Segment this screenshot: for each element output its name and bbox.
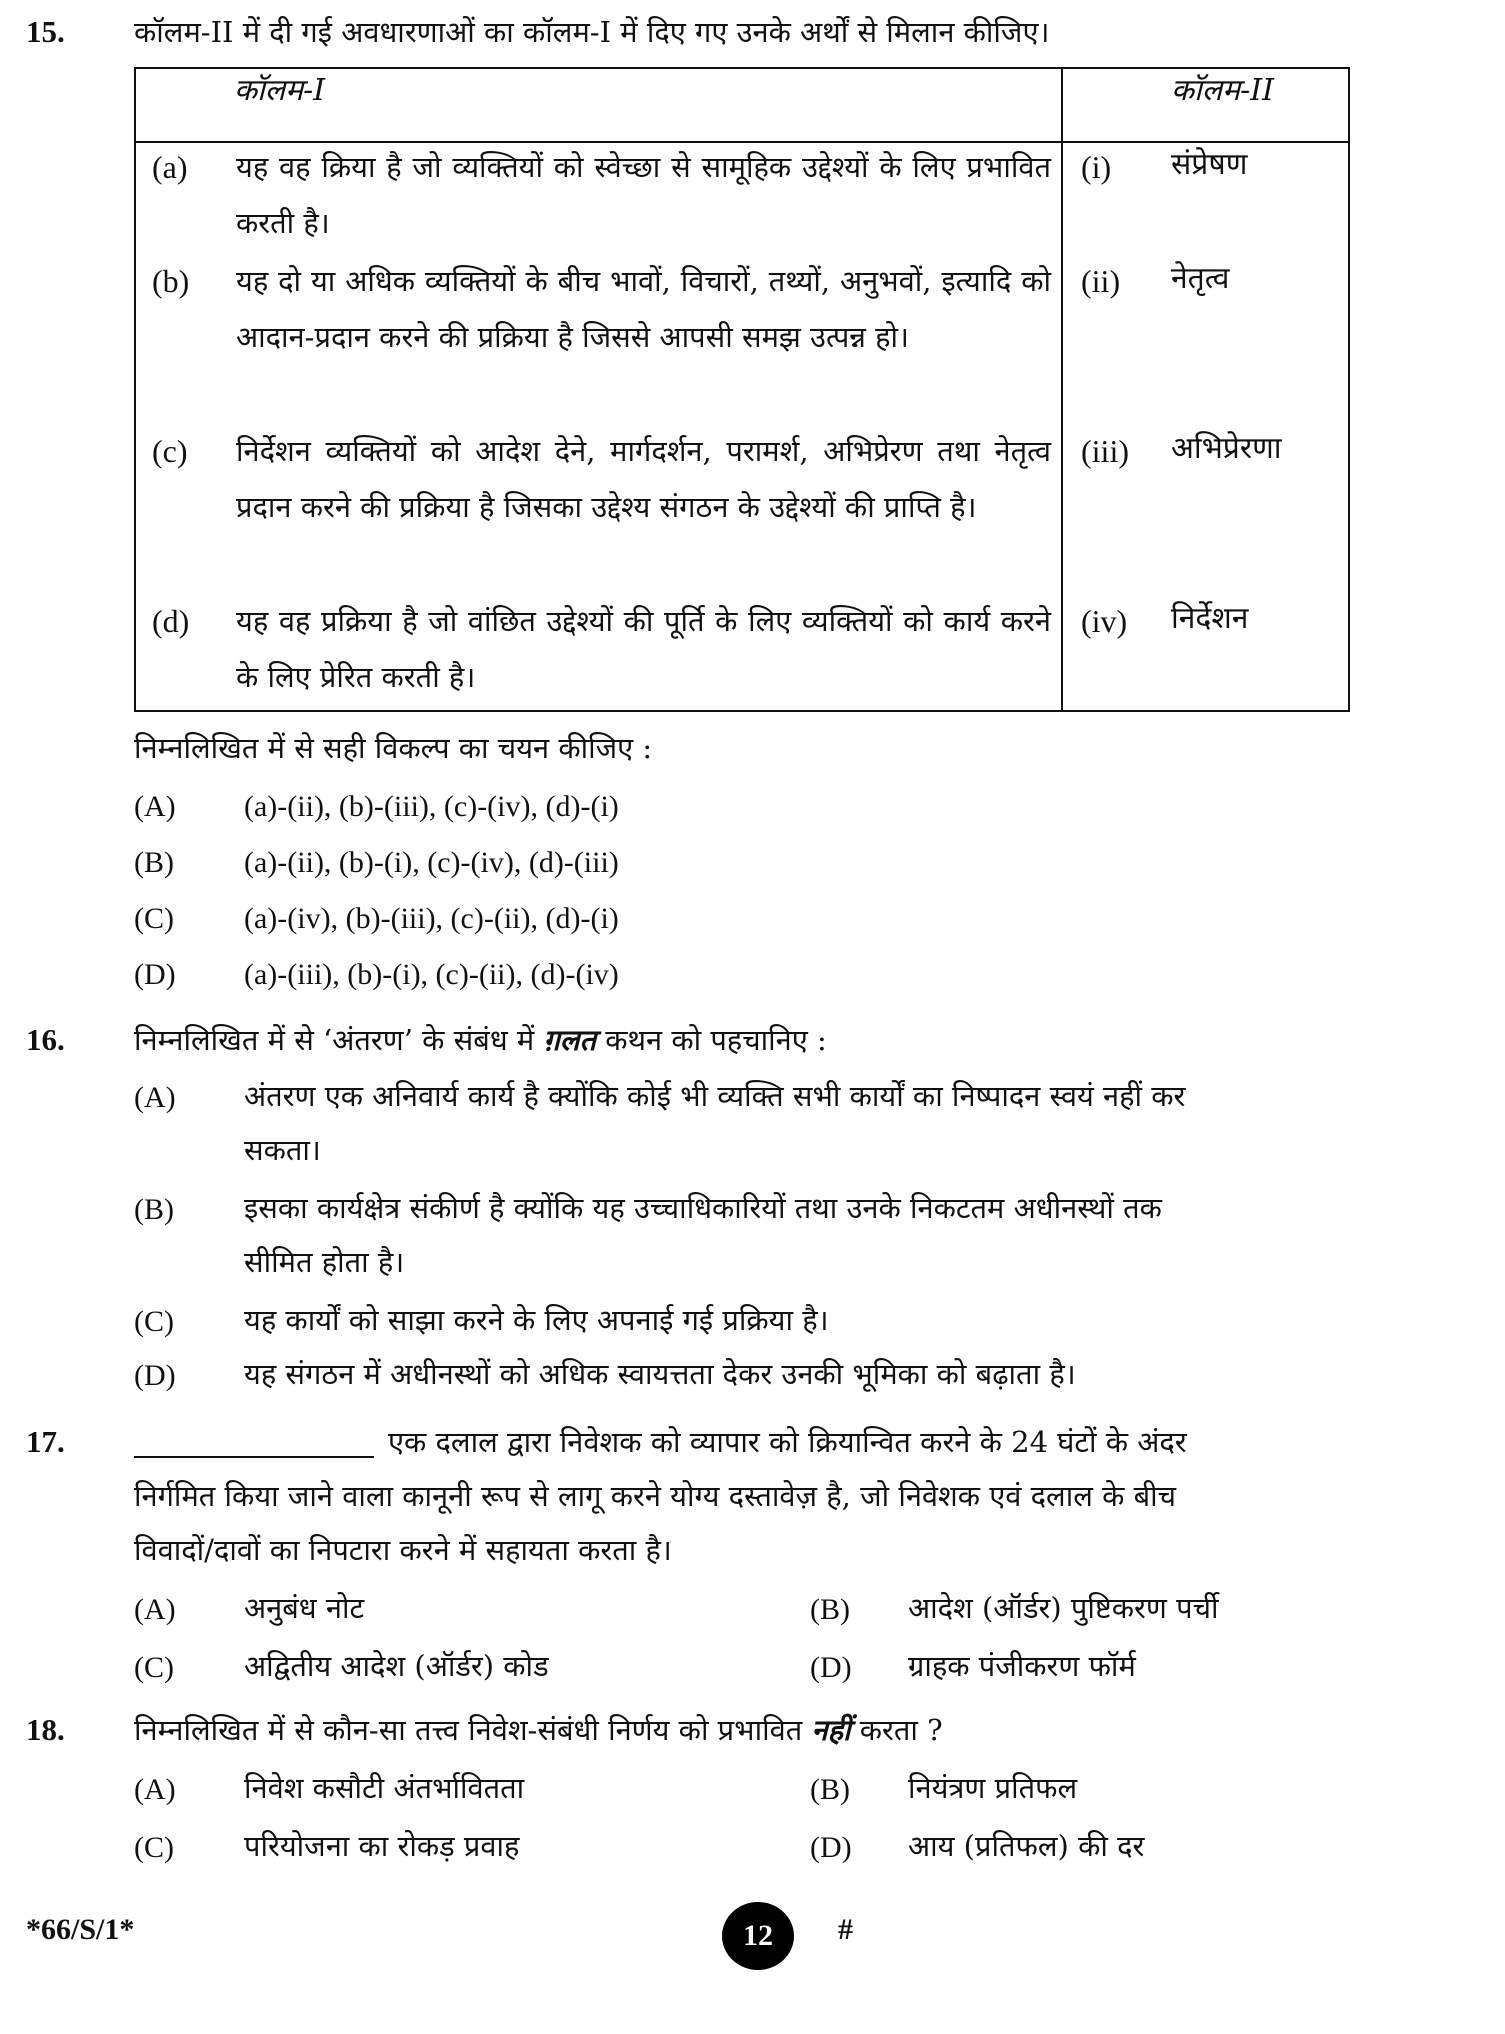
stem-text: निम्नलिखित में से कौन-सा तत्त्व निवेश-संबंधी निर्णय को प्रभावित [134,1713,812,1747]
q16-option-b-text-line2[interactable]: सीमित होता है। [244,1245,405,1279]
q17-option-c-text[interactable]: अद्वितीय आदेश (ऑर्डर) कोड [244,1649,549,1683]
stem-text-end: करता ? [850,1713,943,1747]
question-17-line1: एक दलाल द्वारा निवेशक को व्यापार को क्रियान्वित करने के 24 घंटों के अंदर [388,1425,1187,1459]
q17-option-a-text[interactable]: अनुबंध नोट [244,1591,365,1625]
q18-option-a-text[interactable]: निवेश कसौटी अंतर्भावितता [244,1771,525,1805]
q16-option-d-text[interactable]: यह संगठन में अधीनस्थों को अधिक स्वायत्तता देकर उनकी भूमिका को बढ़ाता है। [244,1357,1076,1391]
q18-option-d-label[interactable]: (D) [810,1831,852,1864]
q18-option-d-text[interactable]: आय (प्रतिफल) की दर [908,1829,1145,1863]
row-text-a: यह वह क्रिया है जो व्यक्तियों को स्वेच्छा से सामूहिक उद्देश्यों के लिए प्रभावित करती है। [236,150,1051,240]
column-2-header: कॉलम-II [1171,73,1274,108]
column-1-header: कॉलम-I [234,73,326,108]
question-number-16: 16. [26,1022,65,1057]
question-17-line2: निर्गमित किया जाने वाला कानूनी रूप से लागू करने योग्य दस्तावेज़ है, जो निवेशक एवं दलाल के बीच [134,1479,1177,1513]
q18-option-c-label[interactable]: (C) [134,1831,174,1864]
q18-option-b-text[interactable]: नियंत्रण प्रतिफल [908,1771,1078,1805]
col2-text-iv: निर्देशन [1171,601,1249,636]
stem-text: निम्नलिखित में से ‘अंतरण’ के संबंध में [134,1023,544,1057]
col2-text-ii: नेतृत्व [1171,261,1230,296]
q16-option-b-label[interactable]: (B) [134,1193,174,1226]
q17-option-d-text[interactable]: ग्राहक पंजीकरण फॉर्म [908,1649,1136,1683]
page-number: 12 [743,1919,773,1952]
hash-mark: # [838,1913,853,1946]
stem-emphasis: नहीं [811,1713,851,1747]
question-15-stem: कॉलम-II में दी गई अवधारणाओं का कॉलम-I में दिए गए उनके अर्थों से मिलान कीजिए। [134,15,1050,49]
q16-option-a-label[interactable]: (A) [134,1081,176,1114]
q16-option-a-text-line2[interactable]: सकता। [244,1133,321,1167]
q18-option-c-text[interactable]: परियोजना का रोकड़ प्रवाह [244,1829,520,1863]
row-label-b: (b) [152,263,190,299]
q18-option-b-label[interactable]: (B) [810,1773,850,1806]
question-17-line3: विवादों/दावों का निपटारा करने में सहायता करता है। [134,1533,672,1567]
col2-label-iii: (iii) [1081,433,1129,469]
page-number-badge [722,1902,794,1970]
q16-option-c-text[interactable]: यह कार्यों को साझा करने के लिए अपनाई गई प्रक्रिया है। [244,1303,829,1337]
q17-option-b-label[interactable]: (B) [810,1593,850,1626]
q15-option-b-text[interactable]: (a)-(ii), (b)-(i), (c)-(iv), (d)-(iii) [244,846,619,879]
question-number-17: 17. [26,1424,65,1459]
q15-option-a-label[interactable]: (A) [134,790,176,823]
q15-option-d-text[interactable]: (a)-(iii), (b)-(i), (c)-(ii), (d)-(iv) [244,958,619,991]
row-text-d: यह वह प्रक्रिया है जो वांछित उद्देश्यों की पूर्ति के लिए व्यक्तियों को कार्य करने के लिए प्रेरित करती है। [236,604,1051,694]
q17-option-d-label[interactable]: (D) [810,1651,852,1684]
question-15-prompt: निम्नलिखित में से सही विकल्प का चयन कीजिए : [134,731,653,765]
q17-option-c-label[interactable]: (C) [134,1651,174,1684]
question-18-stem [134,1710,943,1750]
fill-in-blank [134,1456,374,1458]
col2-label-ii: (ii) [1081,263,1121,299]
row-label-c: (c) [152,433,188,469]
stem-emphasis: ग़लत [543,1023,596,1057]
table-column-divider [1061,69,1063,710]
q16-option-d-label[interactable]: (D) [134,1359,176,1392]
q16-option-c-label[interactable]: (C) [134,1305,174,1338]
question-16-stem [134,1020,827,1060]
question-number-18: 18. [26,1712,65,1747]
q15-option-c-text[interactable]: (a)-(iv), (b)-(iii), (c)-(ii), (d)-(i) [244,902,619,935]
row-label-a: (a) [152,149,188,185]
col2-text-i: संप्रेषण [1171,147,1248,182]
match-table [134,67,1350,712]
q16-option-b-text-line1[interactable]: इसका कार्यक्षेत्र संकीर्ण है क्योंकि यह उच्चाधिकारियों तथा उनके निकटतम अधीनस्थों तक [244,1191,1162,1225]
question-number-15: 15. [26,14,65,49]
q17-option-b-text[interactable]: आदेश (ऑर्डर) पुष्टिकरण पर्ची [908,1591,1219,1625]
col2-label-iv: (iv) [1081,603,1128,639]
q15-option-b-label[interactable]: (B) [134,846,174,879]
q15-option-d-label[interactable]: (D) [134,958,176,991]
col2-text-iii: अभिप्रेरणा [1171,431,1282,466]
row-text-c: निर्देशन व्यक्तियों को आदेश देने, मार्गदर्शन, परामर्श, अभिप्रेरण तथा नेतृत्व प्रदान करने की प्रक्रिया है जिसका उद्देश्य संगठन के उद्देश्यों की प्राप्ति है। [236,434,1051,524]
q18-option-a-label[interactable]: (A) [134,1773,176,1806]
row-label-d: (d) [152,603,190,639]
stem-text-end: कथन को पहचानिए : [595,1023,827,1057]
q15-option-a-text[interactable]: (a)-(ii), (b)-(iii), (c)-(iv), (d)-(i) [244,790,619,823]
row-text-b: यह दो या अधिक व्यक्तियों के बीच भावों, विचारों, तथ्यों, अनुभवों, इत्यादि को आदान-प्रदान करने की प्रक्रिया है जिससे आपसी समझ उत्पन्न हो। [236,264,1051,354]
col2-label-i: (i) [1081,149,1112,185]
paper-code: *66/S/1* [26,1913,135,1946]
q15-option-c-label[interactable]: (C) [134,902,174,935]
q17-option-a-label[interactable]: (A) [134,1593,176,1626]
q16-option-a-text-line1[interactable]: अंतरण एक अनिवार्य कार्य है क्योंकि कोई भी व्यक्ति सभी कार्यों का निष्पादन स्वयं नहीं कर [244,1079,1186,1113]
